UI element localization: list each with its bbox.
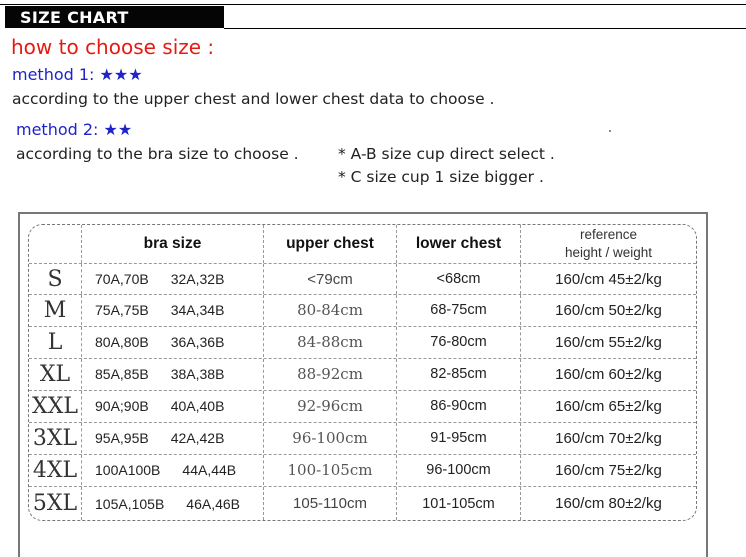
bra-size-cell: [82, 327, 264, 357]
table-row: [29, 454, 696, 485]
size-cell: 5XL: [29, 487, 82, 520]
page-title: SIZE CHART: [20, 8, 129, 27]
bra-size-b: 40A,40B: [170, 398, 225, 414]
size-cell: 3XL: [29, 423, 82, 453]
header-upper-chest: upper chest: [264, 225, 397, 263]
size-cell: 4XL: [29, 455, 82, 485]
header-reference: [521, 225, 696, 263]
reference-cell: 160/cm 65±2/kg: [555, 397, 662, 415]
method1-text: according to the upper chest and lower chest data to choose .: [12, 90, 495, 108]
bra-size-b: 34A,34B: [170, 302, 225, 318]
lower-chest-cell: 96-100cm: [397, 455, 521, 485]
header-reference-line1: reference: [579, 227, 638, 242]
size-cell: XXL: [29, 391, 82, 421]
size-cell: M: [29, 295, 82, 325]
bra-size-b: 32A,32B: [170, 271, 225, 287]
bra-size-a: 100A100B: [95, 462, 161, 478]
lower-chest-cell: 82-85cm: [397, 359, 521, 389]
table-row: [29, 358, 696, 389]
bra-size-a: 85A,85B: [95, 366, 149, 382]
method2-label: method 2: ★★: [16, 120, 133, 139]
lower-chest-cell: 91-95cm: [397, 423, 521, 453]
header-bra-size: bra size: [82, 225, 264, 263]
method1-label: method 1: ★★★: [12, 65, 143, 84]
header-reference-line2: height / weight: [564, 245, 653, 260]
header-lower-chest: lower chest: [397, 225, 521, 263]
upper-chest-cell: 84-88cm: [264, 327, 397, 357]
upper-chest-cell: 80-84cm: [264, 295, 397, 325]
upper-chest-cell: <79cm: [264, 264, 397, 294]
bra-size-cell: [82, 359, 264, 389]
reference-cell: 160/cm 45±2/kg: [555, 270, 662, 288]
lower-chest-cell: 68-75cm: [397, 295, 521, 325]
bra-size-a: 75A,75B: [95, 302, 149, 318]
method2-text: according to the bra size to choose .: [16, 145, 299, 163]
reference-cell: 160/cm 50±2/kg: [555, 301, 662, 319]
bra-size-b: 46A,46B: [186, 495, 241, 512]
cup-note-1: * A-B size cup direct select .: [338, 145, 555, 163]
cup-note-2: * C size cup 1 size bigger .: [338, 168, 544, 186]
reference-cell: 160/cm 55±2/kg: [555, 333, 662, 351]
reference-cell: 160/cm 80±2/kg: [555, 495, 662, 512]
upper-chest-cell: 96-100cm: [264, 423, 397, 453]
bra-size-a: 95A,95B: [95, 430, 149, 446]
table-row: [29, 263, 696, 294]
bra-size-cell: [82, 391, 264, 421]
reference-cell: 160/cm 60±2/kg: [555, 365, 662, 383]
bra-size-b: 38A,38B: [170, 366, 225, 382]
table-header: [29, 225, 696, 263]
guide-heading: how to choose size :: [11, 35, 215, 59]
header-size: [29, 225, 82, 263]
bra-size-b: 44A,44B: [182, 462, 237, 478]
bra-size-a: 105A,105B: [95, 495, 165, 512]
bra-size-cell: [82, 295, 264, 325]
title-rule: [224, 28, 746, 29]
bra-size-cell: [82, 423, 264, 453]
bra-size-a: 90A;90B: [95, 398, 149, 414]
size-cell: L: [29, 327, 82, 357]
bra-size-cell: [82, 264, 264, 294]
lower-chest-cell: 76-80cm: [397, 327, 521, 357]
bra-size-a: 70A,70B: [95, 271, 149, 287]
reference-cell: 160/cm 70±2/kg: [555, 429, 662, 447]
table-row: [29, 486, 696, 520]
lower-chest-cell: 101-105cm: [397, 487, 521, 520]
bra-size-b: 36A,36B: [170, 334, 225, 350]
upper-chest-cell: 105-110cm: [264, 487, 397, 520]
bra-size-b: 42A,42B: [170, 430, 225, 446]
table-row: [29, 326, 696, 357]
top-rule: [0, 4, 746, 5]
reference-cell: 160/cm 75±2/kg: [555, 461, 662, 479]
upper-chest-cell: 100-105cm: [264, 455, 397, 485]
size-cell: XL: [29, 359, 82, 389]
lower-chest-cell: <68cm: [397, 264, 521, 294]
size-cell: S: [29, 264, 82, 294]
upper-chest-cell: 92-96cm: [264, 391, 397, 421]
upper-chest-cell: 88-92cm: [264, 359, 397, 389]
bra-size-cell: [82, 455, 264, 485]
table-row: [29, 390, 696, 421]
table-row: [29, 294, 696, 325]
bra-size-cell: [82, 487, 264, 520]
table-row: [29, 422, 696, 453]
stray-dot: [609, 130, 611, 132]
lower-chest-cell: 86-90cm: [397, 391, 521, 421]
bra-size-a: 80A,80B: [95, 334, 149, 350]
